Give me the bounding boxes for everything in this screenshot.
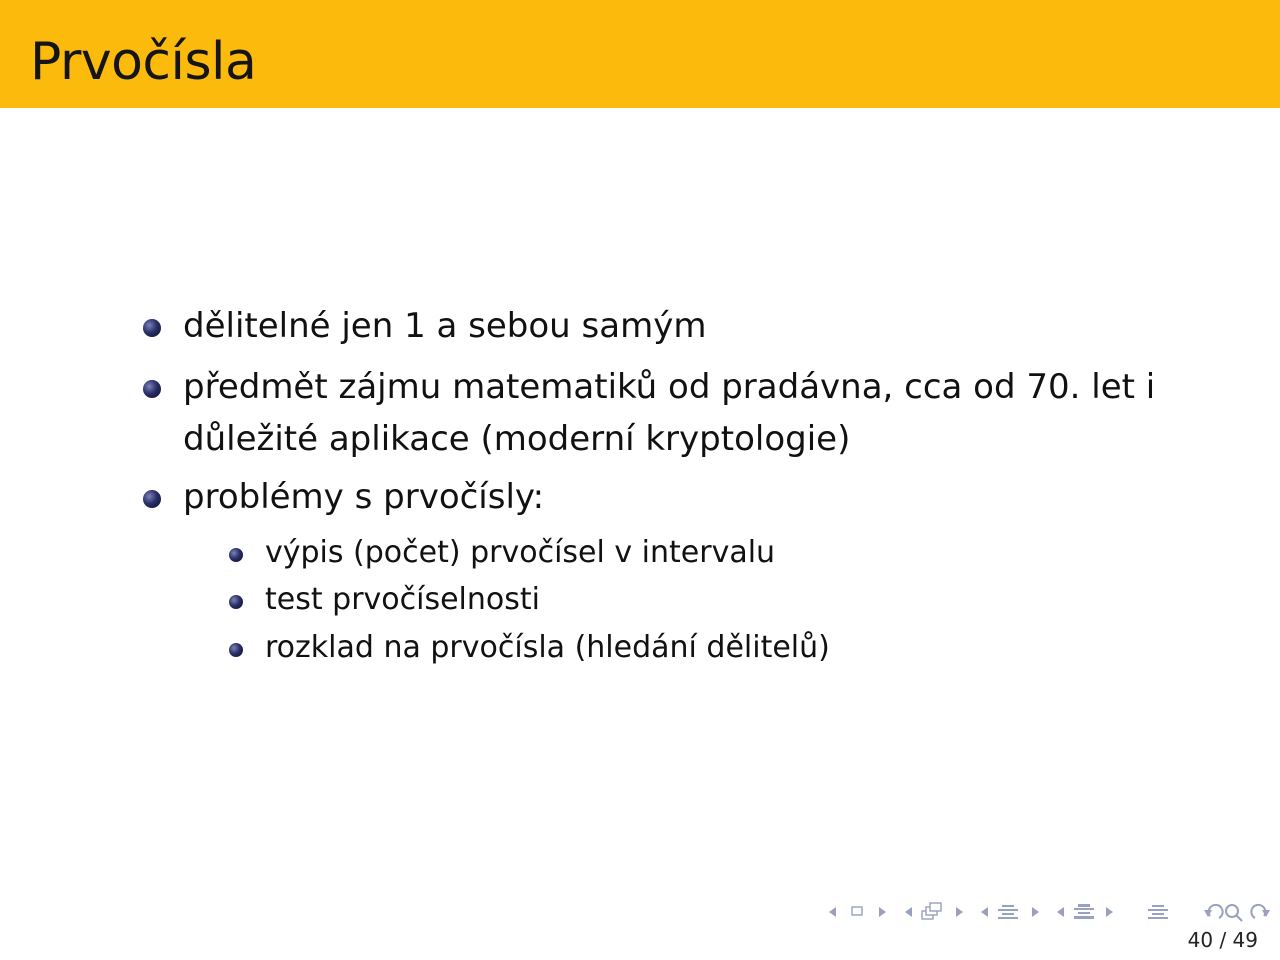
forward-icon[interactable] [1251,905,1270,918]
next-frame-icon[interactable] [879,907,886,917]
bullet-text-1: dělitelné jen 1 a sebou samým [183,306,707,346]
subsection-icon[interactable] [922,903,941,919]
page-number: 40 / 49 [1187,928,1258,952]
next-document-icon[interactable] [1106,907,1113,917]
subbullet-marker [229,548,243,562]
bullet-text-2: předmět zájmu matematiků od pradávna, cca od 70. let i [183,367,1156,407]
subbullet-text-2: test prvočíselnosti [265,582,540,617]
bullet-text-3: problémy s prvočísly: [183,477,545,517]
back-icon[interactable] [1204,905,1223,918]
subbullet-marker [229,643,243,657]
document-icon[interactable] [1074,904,1094,919]
bullet-marker [143,490,161,508]
frame-icon[interactable] [852,907,862,915]
subbullet-text-3: rozklad na prvočísla (hledání dělitelů) [265,630,830,665]
bullet-marker [143,380,161,398]
subbullet-text-1: výpis (počet) prvočísel v intervalu [265,535,776,570]
prev-frame-icon[interactable] [829,907,836,917]
appendix-icon[interactable] [1148,905,1168,919]
search-icon[interactable] [1226,905,1242,921]
prev-subsection-icon[interactable] [905,907,912,917]
next-subsection-icon[interactable] [956,907,963,917]
prev-section-icon[interactable] [981,907,988,917]
prev-document-icon[interactable] [1057,907,1064,917]
section-icon[interactable] [998,905,1018,919]
slide-title: Prvočísla [30,32,257,92]
next-section-icon[interactable] [1032,907,1039,917]
bullet-marker [143,319,161,337]
subbullet-marker [229,595,243,609]
bullet-text-2-cont: důležité aplikace (moderní kryptologie) [183,419,851,459]
